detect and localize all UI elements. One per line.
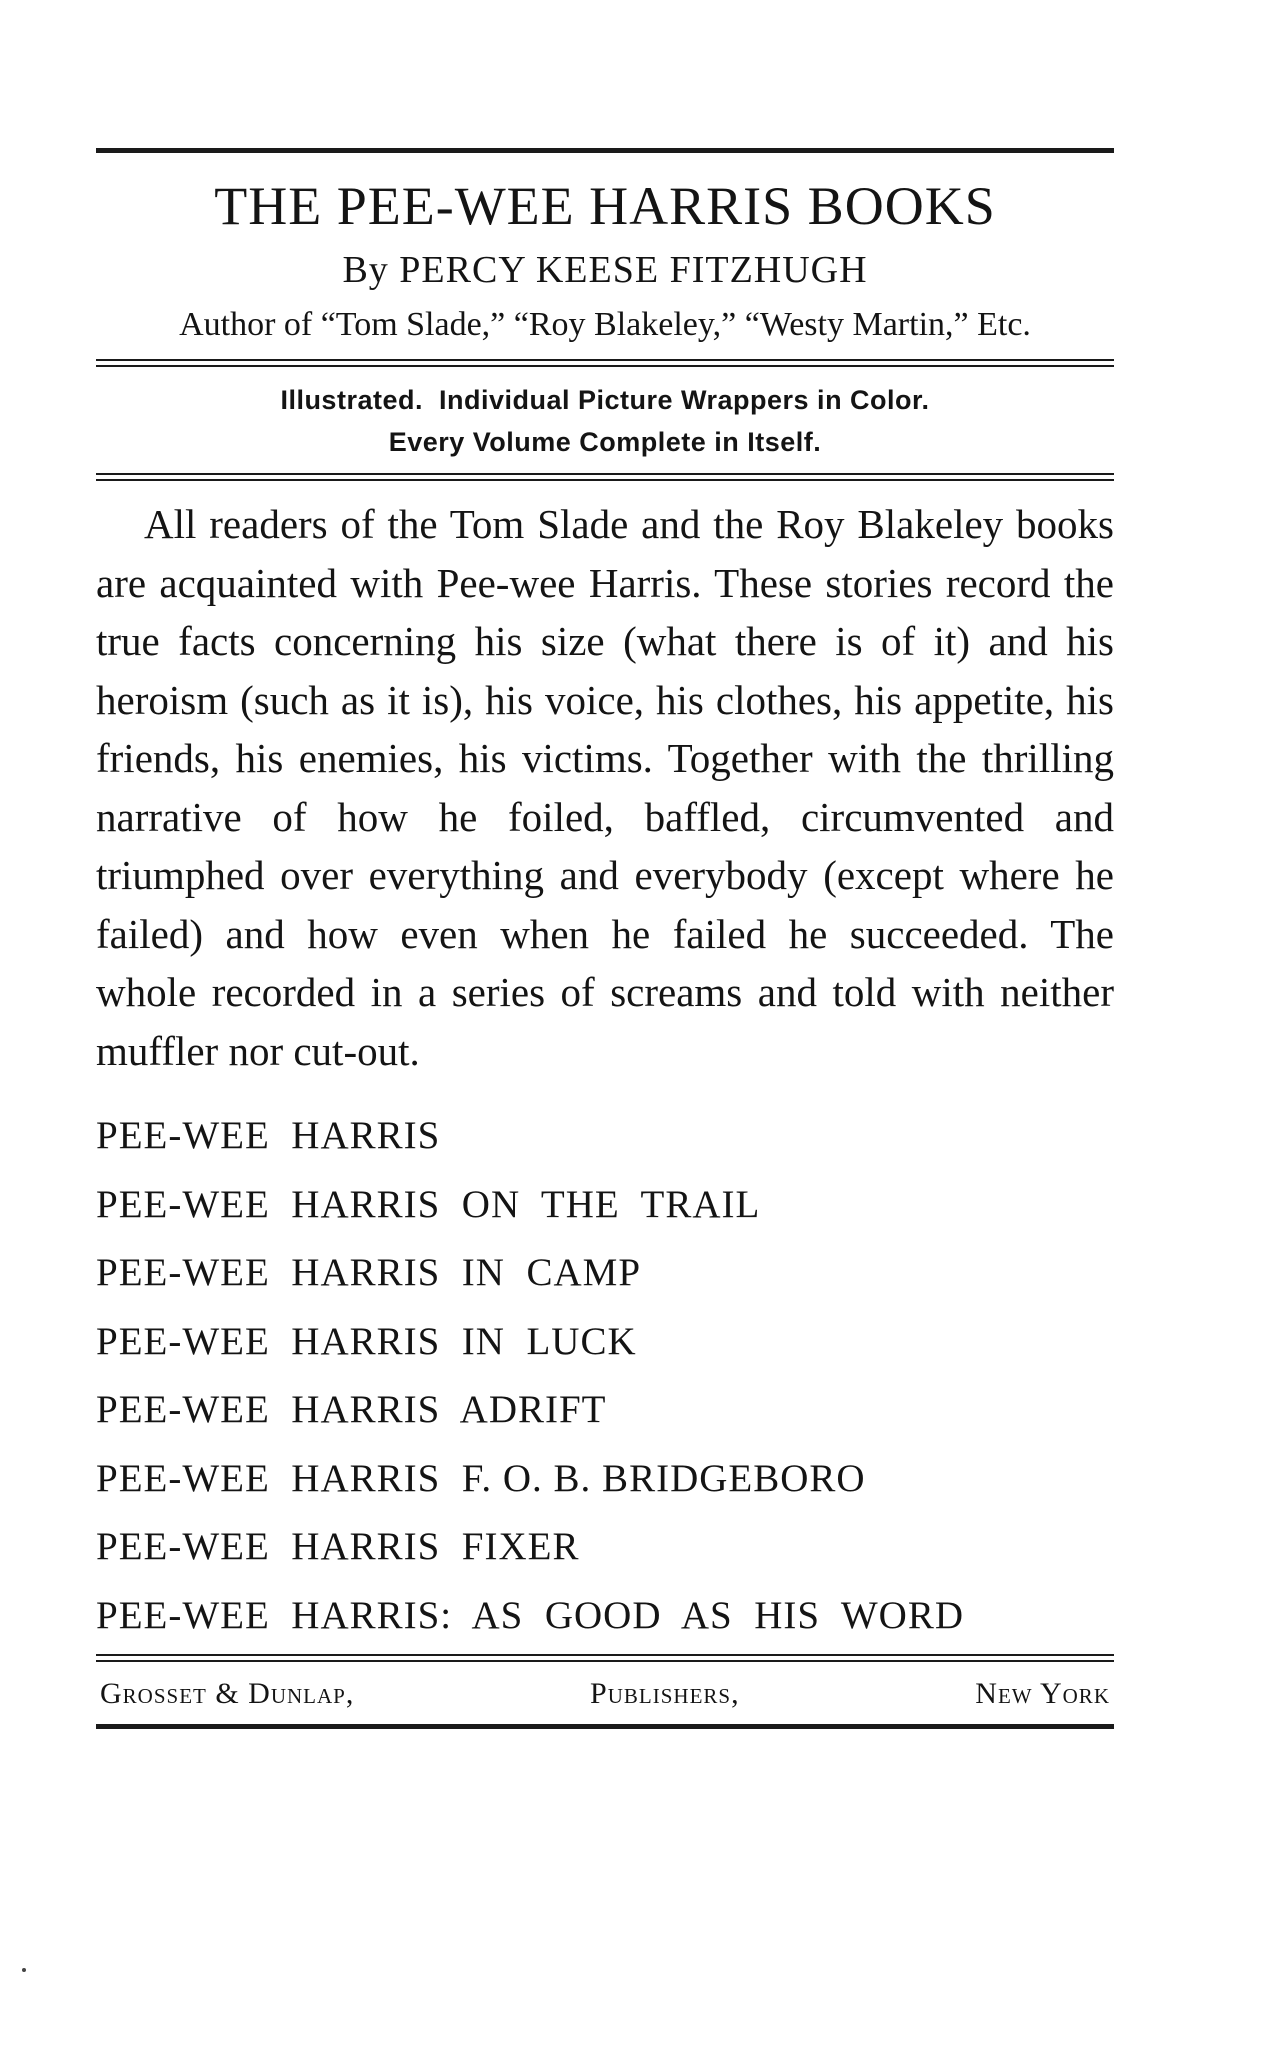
publisher-name: Grosset & Dunlap, <box>100 1677 355 1710</box>
author-credits: Author of “Tom Slade,” “Roy Blakeley,” “Westy Martin,” Etc. <box>179 306 1031 343</box>
series-title: THE PEE-WEE HARRIS BOOKS <box>214 176 996 236</box>
series-description: All readers of the Tom Slade and the Roy Blakeley books are acquainted with Pee-wee Harris. These stories record the true facts concerning his size (what there is of it) and his heroism (such as it is), his voice, his clothes, his appetite, his friends, his enemies, his victims. Together with the thrilling narrative of how he foiled, baffled, circumvented and triumphed over everything and everybody (except where he failed) and how even when he failed he succeeded. The whole recorded in a series of screams and told with neither muffler nor cut-out. <box>96 501 1114 1074</box>
book-ad-page <box>96 148 1114 1729</box>
publisher-city: New York <box>975 1677 1110 1710</box>
book-title: PEE-WEE HARRIS F. O. B. BRIDGEBORO <box>96 1456 866 1500</box>
book-title-list <box>96 1102 1114 1650</box>
notice-line-1: Illustrated. Individual Picture Wrappers in Color. <box>280 385 930 415</box>
book-title: PEE-WEE HARRIS ON THE TRAIL <box>96 1182 761 1226</box>
book-title: PEE-WEE HARRIS: AS GOOD AS HIS WORD <box>96 1593 964 1637</box>
book-title: PEE-WEE HARRIS FIXER <box>96 1525 580 1568</box>
book-title: PEE-WEE HARRIS IN CAMP <box>96 1251 642 1294</box>
book-title: PEE-WEE HARRIS IN LUCK <box>96 1319 637 1363</box>
lower-double-rule <box>96 473 1114 481</box>
bottom-heavy-rule <box>96 1724 1114 1729</box>
publisher-line <box>96 1662 1114 1724</box>
author-byline: By PERCY KEESE FITZHUGH <box>342 249 868 291</box>
edition-notice <box>96 379 1114 463</box>
publisher-role: Publishers, <box>590 1677 740 1710</box>
top-heavy-rule <box>96 148 1114 153</box>
scan-speck <box>22 1968 26 1972</box>
book-title: PEE-WEE HARRIS ADRIFT <box>96 1388 607 1431</box>
book-title: PEE-WEE HARRIS <box>96 1114 441 1157</box>
notice-line-2: Every Volume Complete in Itself. <box>388 427 822 457</box>
footer-double-rule <box>96 1654 1114 1662</box>
upper-double-rule <box>96 359 1114 367</box>
